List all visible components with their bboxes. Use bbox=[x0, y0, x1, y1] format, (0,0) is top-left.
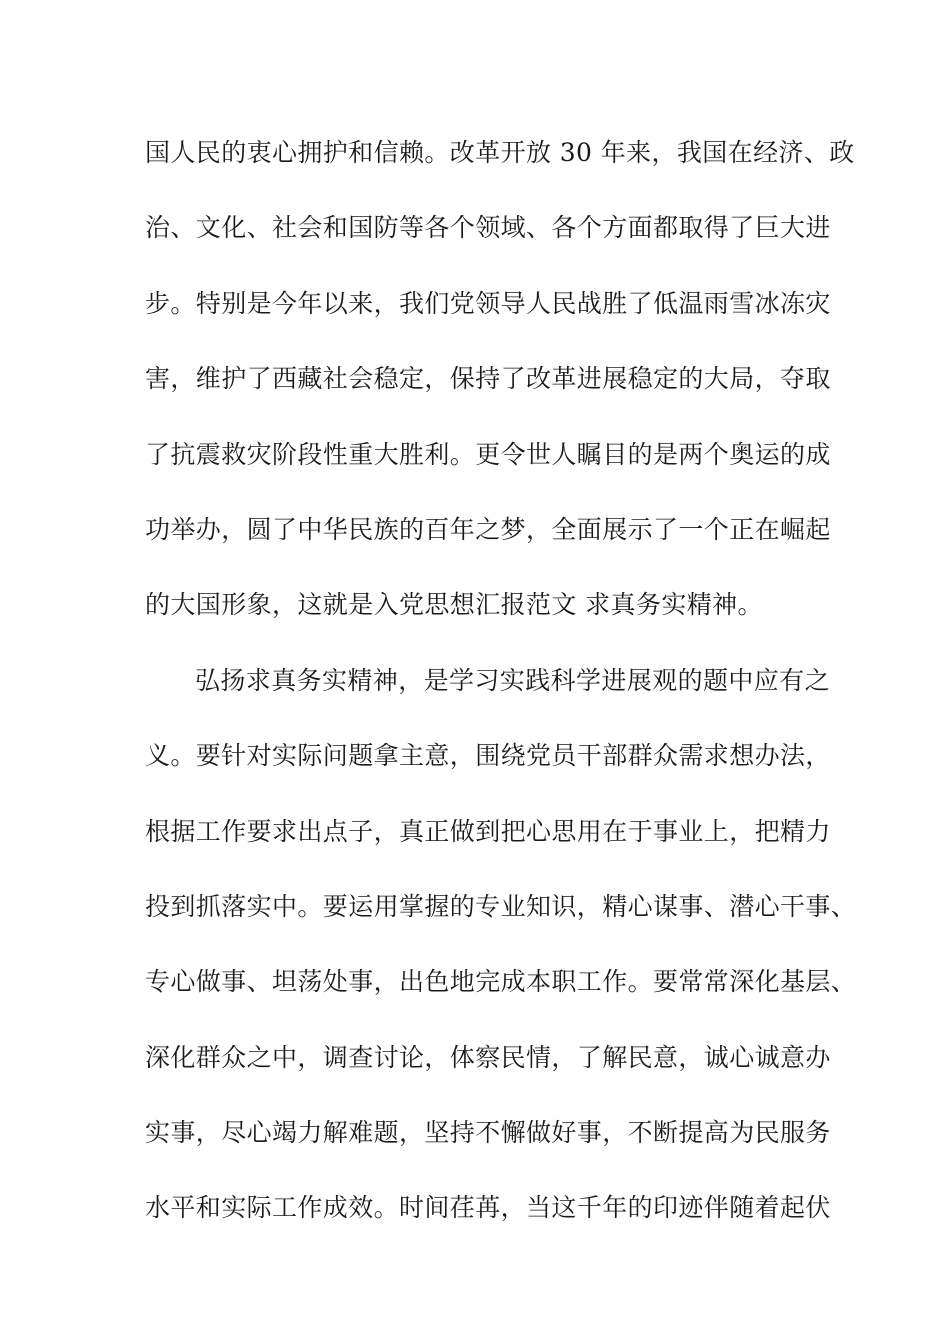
body-text bbox=[145, 131, 857, 1262]
text-line: 专心做事、坦荡处事，出色地完成本职工作。要常常深化基层、 bbox=[145, 967, 857, 997]
text-line: 害，维护了西藏社会稳定，保持了改革进展稳定的大局，夺取 bbox=[145, 364, 831, 394]
text-line: 功举办，圆了中华民族的百年之梦，全面展示了一个正在崛起 bbox=[145, 514, 831, 544]
text-line: 义。要针对实际问题拿主意，围绕党员干部群众需求想办法， bbox=[145, 741, 831, 771]
paragraph-first-line: 弘扬求真务实精神，是学习实践科学进展观的题中应有之 bbox=[195, 665, 831, 695]
text-line: 根据工作要求出点子，真正做到把心思用在于事业上，把精力 bbox=[145, 816, 831, 846]
text-line: 治、文化、社会和国防等各个领域、各个方面都取得了巨大进 bbox=[145, 213, 831, 243]
text-line: 水平和实际工作成效。时间荏苒，当这千年的印迹伴随着起伏 bbox=[145, 1193, 831, 1223]
text-line: 的大国形象，这就是入党思想汇报范文 求真务实精神。 bbox=[145, 590, 763, 620]
text-line: 实事，尽心竭力解难题，坚持不懈做好事，不断提高为民服务 bbox=[145, 1118, 831, 1148]
text-line: 步。特别是今年以来，我们党领导人民战胜了低温雨雪冰冻灾 bbox=[145, 288, 831, 318]
text-line: 深化群众之中，调查讨论，体察民情，了解民意，诚心诚意办 bbox=[145, 1042, 831, 1072]
text-line: 投到抓落实中。要运用掌握的专业知识，精心谋事、潜心干事、 bbox=[145, 891, 857, 921]
text-line: 国人民的衷心拥护和信赖。改革开放 30 年来，我国在经济、政 bbox=[145, 138, 855, 167]
text-line: 了抗震救灾阶段性重大胜利。更令世人瞩目的是两个奥运的成 bbox=[145, 439, 831, 469]
